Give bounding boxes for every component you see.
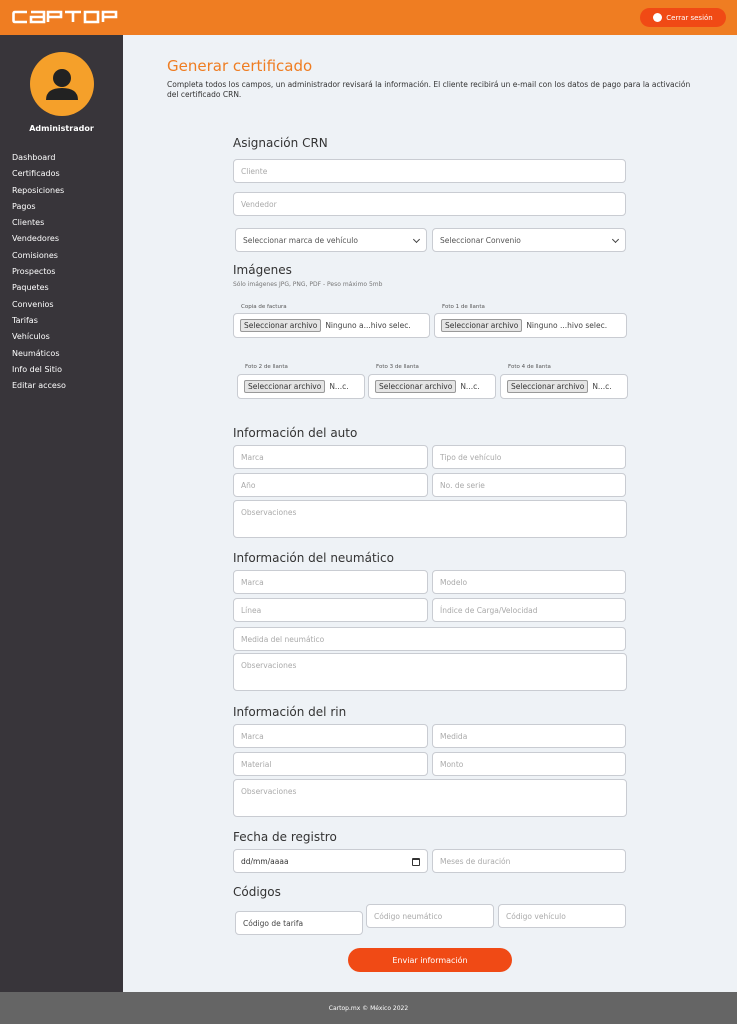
file-status: N...c. xyxy=(460,382,480,391)
auto-marca-input[interactable]: Marca xyxy=(233,445,428,469)
marca-vehiculo-select[interactable] xyxy=(235,228,427,252)
neumatico-modelo-input[interactable]: Modelo xyxy=(432,570,626,594)
cliente-input[interactable]: Cliente xyxy=(233,159,626,183)
auto-tipo-input[interactable]: Tipo de vehículo xyxy=(432,445,626,469)
codigo-tarifa-select[interactable]: Código de tarifa xyxy=(235,911,363,935)
auto-anio-input[interactable]: Año xyxy=(233,473,428,497)
sidebar xyxy=(0,35,123,992)
submit-button[interactable]: Enviar información xyxy=(348,948,512,972)
file-status: Ninguno a...hivo selec. xyxy=(325,321,411,330)
sidebar-item-reposiciones[interactable]: Reposiciones xyxy=(12,185,65,195)
logout-button[interactable] xyxy=(640,8,726,27)
neumatico-medida-input[interactable]: Medida del neumático xyxy=(233,627,626,651)
fecha-registro-input[interactable] xyxy=(233,849,428,873)
file-input-llanta-3[interactable] xyxy=(368,374,496,399)
file-input-llanta-4[interactable] xyxy=(500,374,628,399)
sidebar-item-tarifas[interactable]: Tarifas xyxy=(12,315,38,325)
select-file-button[interactable]: Seleccionar archivo xyxy=(507,380,588,393)
chevron-down-icon xyxy=(612,236,619,243)
auto-observaciones-textarea[interactable]: Observaciones xyxy=(233,500,627,538)
select-file-button[interactable]: Seleccionar archivo xyxy=(441,319,522,332)
rin-observaciones-textarea[interactable]: Observaciones xyxy=(233,779,627,817)
file-status: Ninguno ...hivo selec. xyxy=(526,321,608,330)
section-title-codigos: Códigos xyxy=(233,885,281,899)
calendar-icon[interactable] xyxy=(412,858,420,866)
file-input-llanta-1[interactable] xyxy=(434,313,627,338)
sidebar-item-vehiculos[interactable]: Vehículos xyxy=(12,332,50,342)
select-file-button[interactable]: Seleccionar archivo xyxy=(244,380,325,393)
rin-monto-input[interactable]: Monto xyxy=(432,752,626,776)
sidebar-item-editar-acceso[interactable]: Editar acceso xyxy=(12,381,66,391)
section-title-crn: Asignación CRN xyxy=(233,136,328,150)
select-file-button[interactable]: Seleccionar archivo xyxy=(375,380,456,393)
neumatico-linea-input[interactable]: Línea xyxy=(233,598,428,622)
sidebar-item-paquetes[interactable]: Paquetes xyxy=(12,283,49,293)
select-file-button[interactable]: Seleccionar archivo xyxy=(240,319,321,332)
sidebar-item-prospectos[interactable]: Prospectos xyxy=(12,267,56,277)
file-label-llanta-4: Foto 4 de llanta xyxy=(508,364,551,370)
marca-vehiculo-select-value: Seleccionar marca de vehículo xyxy=(243,235,358,245)
file-label-llanta-1: Foto 1 de llanta xyxy=(442,304,485,310)
avatar xyxy=(30,52,94,116)
sidebar-item-neumaticos[interactable]: Neumáticos xyxy=(12,348,60,358)
neumatico-observaciones-textarea[interactable]: Observaciones xyxy=(233,653,627,691)
sidebar-item-convenios[interactable]: Convenios xyxy=(12,299,54,309)
auto-serie-input[interactable]: No. de serie xyxy=(432,473,626,497)
file-status: N...c. xyxy=(329,382,349,391)
top-bar xyxy=(0,0,737,35)
codigo-neumatico-input[interactable]: Código neumático xyxy=(366,904,494,928)
main-content xyxy=(123,35,737,992)
images-hint: Sólo imágenes JPG, PNG, PDF - Peso máximo 5mb xyxy=(233,281,383,288)
sidebar-item-vendedores[interactable]: Vendedores xyxy=(12,234,60,244)
file-label-llanta-2: Foto 2 de llanta xyxy=(245,364,288,370)
convenio-select-value: Seleccionar Convenio xyxy=(440,235,521,245)
sidebar-nav xyxy=(12,152,66,396)
convenio-select[interactable] xyxy=(432,228,626,252)
file-label-factura: Copia de factura xyxy=(241,304,287,310)
sidebar-item-certificados[interactable]: Certificados xyxy=(12,169,60,179)
page-title: Generar certificado xyxy=(167,57,313,75)
page-description: Completa todos los campos, un administrador revisará la información. El cliente recibirá un e-mail con los datos de pago para la activación del certificado CRN. xyxy=(167,80,691,99)
section-title-neumatico: Información del neumático xyxy=(233,551,394,565)
sidebar-item-pagos[interactable]: Pagos xyxy=(12,201,36,211)
footer xyxy=(0,992,737,1024)
user-icon xyxy=(653,13,662,22)
section-title-auto: Información del auto xyxy=(233,426,358,440)
section-title-rin: Información del rin xyxy=(233,705,347,719)
vendedor-input[interactable]: Vendedor xyxy=(233,192,626,216)
user-role: Administrador xyxy=(29,124,94,133)
section-title-registro: Fecha de registro xyxy=(233,830,337,844)
meses-duracion-input[interactable]: Meses de duración xyxy=(432,849,626,873)
sidebar-item-comisiones[interactable]: Comisiones xyxy=(12,250,58,260)
logout-label: Cerrar sesión xyxy=(666,13,713,22)
footer-text: Cartop.mx © México 2022 xyxy=(328,1004,409,1012)
rin-material-input[interactable]: Material xyxy=(233,752,428,776)
codigo-vehiculo-input[interactable]: Código vehículo xyxy=(498,904,626,928)
file-input-llanta-2[interactable] xyxy=(237,374,365,399)
cartop-logo[interactable] xyxy=(12,10,130,24)
section-title-imagenes: Imágenes xyxy=(233,263,292,277)
file-label-llanta-3: Foto 3 de llanta xyxy=(376,364,419,370)
sidebar-item-info-sitio[interactable]: Info del Sitio xyxy=(12,364,63,374)
rin-marca-input[interactable]: Marca xyxy=(233,724,428,748)
neumatico-indice-input[interactable]: Índice de Carga/Velocidad xyxy=(432,598,626,622)
sidebar-item-dashboard[interactable]: Dashboard xyxy=(12,153,56,162)
chevron-down-icon xyxy=(413,236,420,243)
file-status: N...c. xyxy=(592,382,612,391)
neumatico-marca-input[interactable]: Marca xyxy=(233,570,428,594)
rin-medida-input[interactable]: Medida xyxy=(432,724,626,748)
fecha-registro-value: dd/mm/aaaa xyxy=(241,856,289,866)
file-input-factura[interactable] xyxy=(233,313,430,338)
user-silhouette-icon xyxy=(30,52,94,116)
sidebar-item-clientes[interactable]: Clientes xyxy=(12,218,45,228)
